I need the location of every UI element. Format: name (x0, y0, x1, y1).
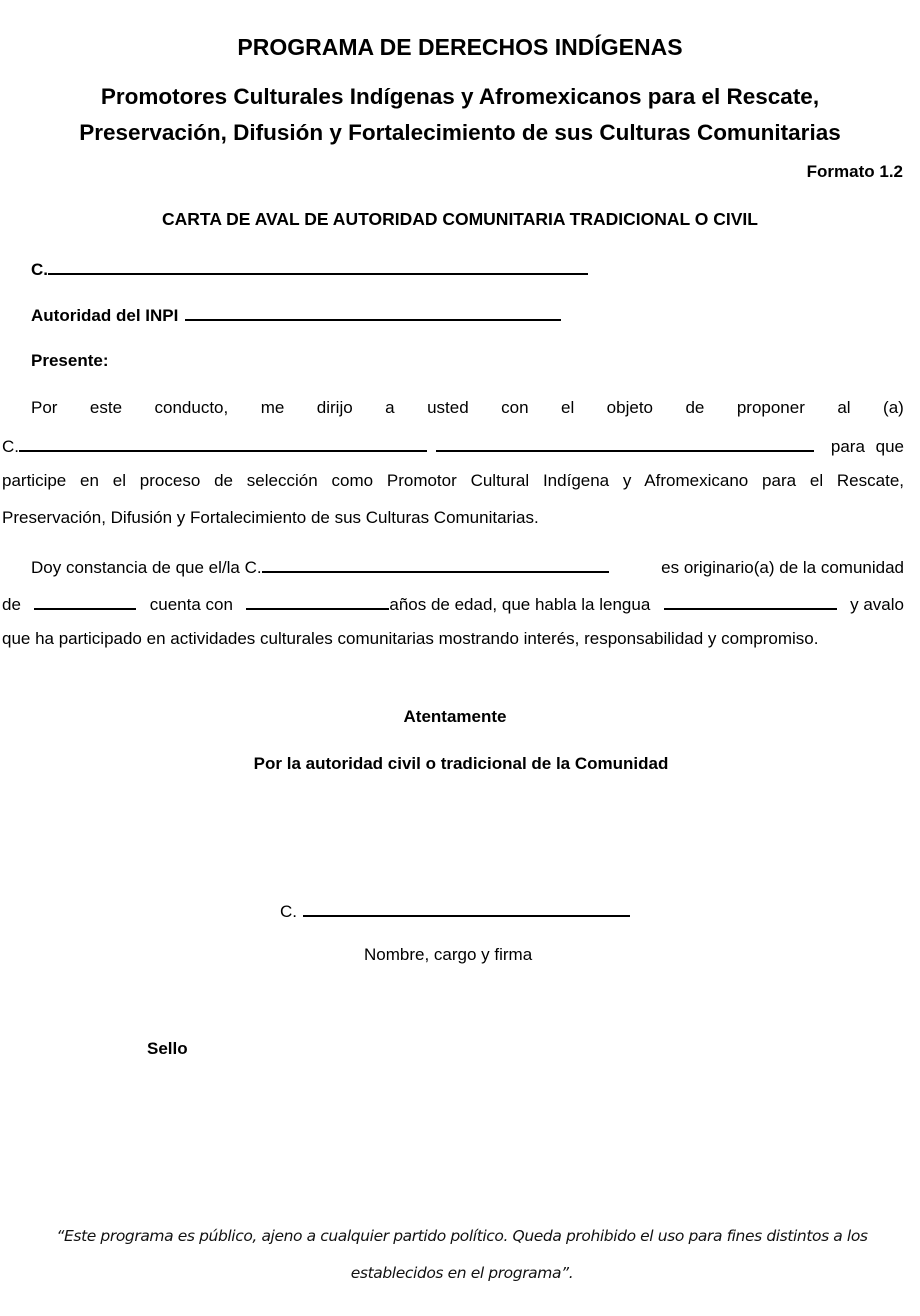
paragraph1-word: (a) (883, 398, 904, 417)
closing: Atentamente (403, 707, 507, 726)
signature-caption: Nombre, cargo y firma (364, 945, 533, 964)
paragraph1-word: el (560, 398, 575, 417)
para-que-text: para que (830, 437, 904, 456)
addressee-name-field[interactable] (48, 257, 588, 275)
footer-disclaimer-line1: “Este programa es público, ajeno a cualquier partido político. Queda prohibido el uso para fines distintos a los (56, 1227, 868, 1245)
paragraph2-line1 (31, 555, 904, 578)
inpi-label: Autoridad del INPI (31, 306, 179, 325)
closing-sub: Por la autoridad civil o tradicional de la Comunidad (253, 754, 669, 773)
letter-title: CARTA DE AVAL DE AUTORIDAD COMUNITARIA TRADICIONAL O CIVIL (162, 209, 758, 229)
inpi-authority-field[interactable] (185, 303, 561, 321)
paragraph1-word: al (837, 398, 851, 417)
paragraph1-word: Por (31, 398, 58, 417)
paragraph1-word: con (501, 398, 529, 417)
avalo-text: y avalo (850, 595, 904, 614)
program-subtitle-line1: Promotores Culturales Indígenas y Afromexicanos para el Rescate, (100, 84, 820, 109)
paragraph1-word: proponer (736, 398, 805, 417)
program-title: PROGRAMA DE DERECHOS INDÍGENAS (237, 34, 683, 60)
seal-label: Sello (147, 1039, 188, 1058)
format-label: Formato 1.2 (806, 162, 903, 181)
program-subtitle-line2: Preservación, Difusión y Fortalecimiento de sus Culturas Comunitarias (79, 120, 841, 145)
constancia-prefix: Doy constancia de que el/la C. (31, 558, 262, 577)
paragraph1-line2 (2, 434, 904, 457)
greeting: Presente: (31, 351, 109, 370)
candidate-prefix: C. (2, 437, 19, 456)
paragraph2-line2 (2, 592, 904, 615)
paragraph1-word: usted (427, 398, 469, 417)
paragraph1-word: a (385, 398, 395, 417)
footer-disclaimer-line2: establecidos en el programa”. (350, 1264, 574, 1282)
paragraph1-line3: participe en el proceso de selección como Promotor Cultural Indígena y Afromexicano para el Rescate, (2, 471, 904, 490)
paragraph1-word: de (685, 398, 705, 417)
paragraph2-line3: que ha participado en actividades culturales comunitarias mostrando interés, responsabilidad y compromiso. (2, 629, 819, 648)
paragraph1-line1 (31, 398, 904, 418)
language-field[interactable] (664, 592, 837, 610)
originario-name-field[interactable] (262, 555, 609, 573)
signature-field[interactable] (303, 899, 630, 917)
age-field[interactable] (246, 592, 389, 610)
paragraph1-word: dirijo (316, 398, 353, 417)
paragraph1-word: objeto (606, 398, 653, 417)
originario-suffix: es originario(a) de la comunidad (661, 558, 904, 577)
candidate-name-field[interactable] (19, 434, 427, 452)
paragraph1-word: conducto, (154, 398, 229, 417)
candidate-surname-field[interactable] (436, 434, 814, 452)
addressee-prefix: C. (31, 260, 48, 279)
addressee-row (31, 257, 588, 280)
paragraph1-word: este (89, 398, 123, 417)
signature-prefix: C. (280, 902, 297, 921)
edad-text: años de edad, que habla la lengua (389, 595, 651, 614)
de-text: de (2, 595, 21, 614)
cuenta-con-text: cuenta con (149, 595, 233, 614)
community-field[interactable] (34, 592, 136, 610)
signature-row (280, 899, 630, 922)
paragraph1-line4: Preservación, Difusión y Fortalecimiento de sus Culturas Comunitarias. (2, 508, 539, 527)
paragraph1-word: me (260, 398, 285, 417)
inpi-row (31, 303, 561, 326)
